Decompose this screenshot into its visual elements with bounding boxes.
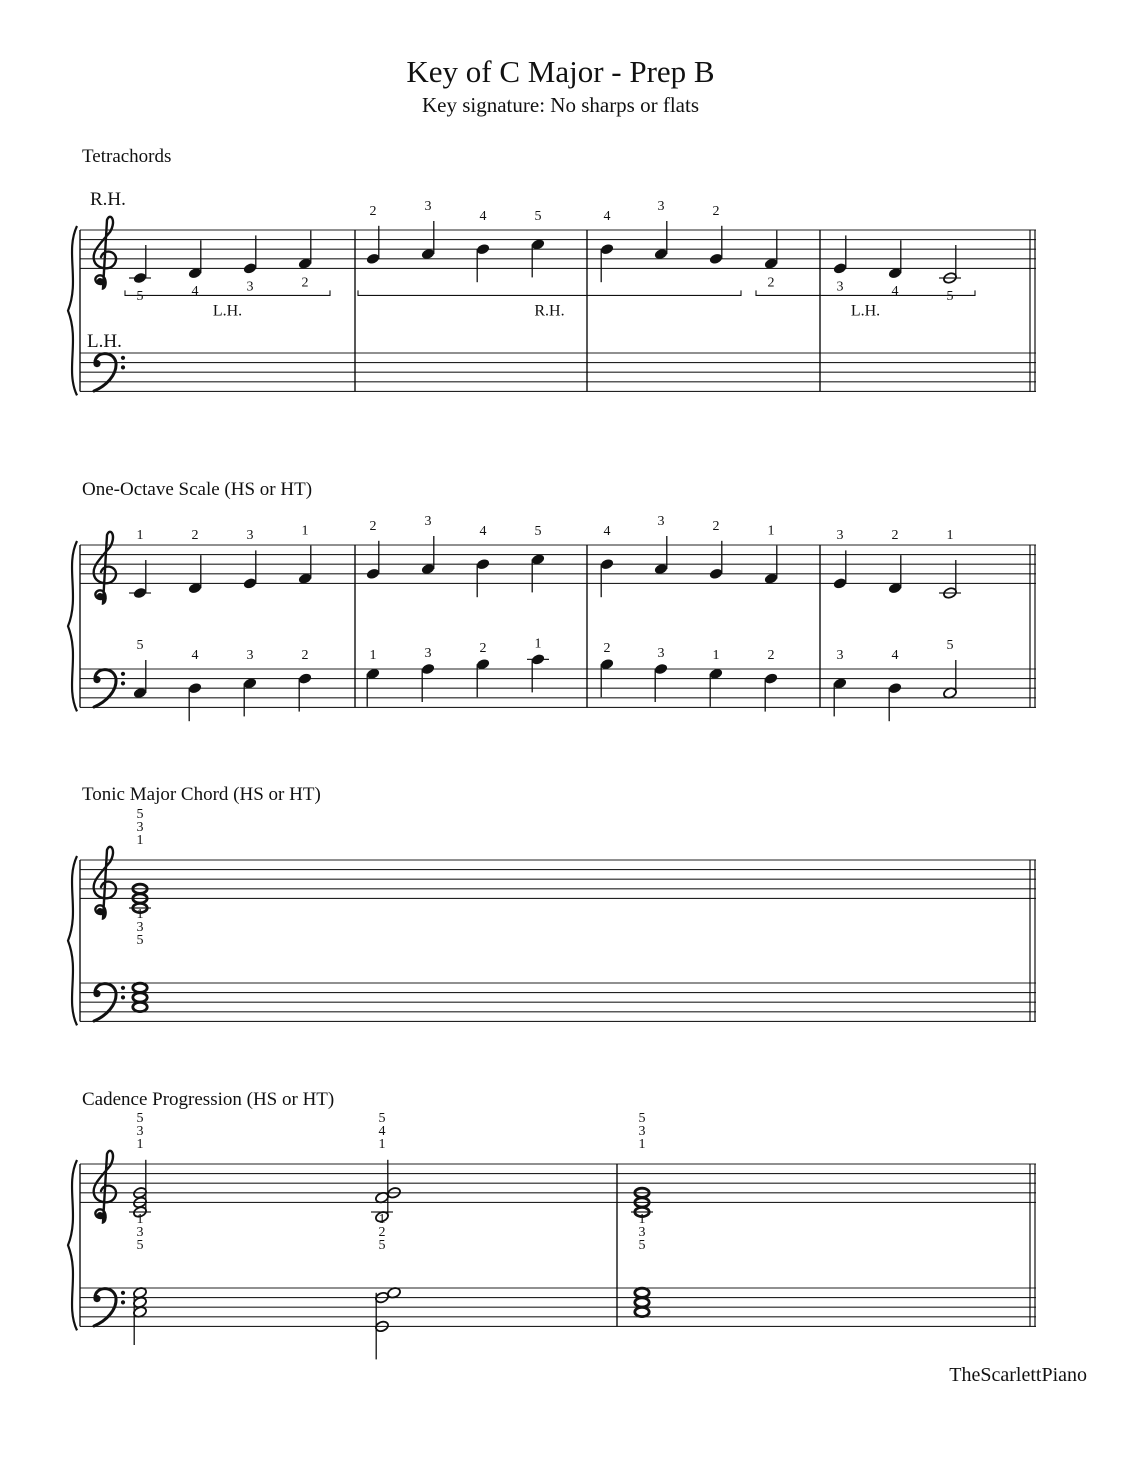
chord-finger-number: 3 xyxy=(136,1124,144,1139)
finger-number: 4 xyxy=(603,524,611,539)
finger-number: 1 xyxy=(301,523,309,539)
chord-finger-number: 1 xyxy=(638,1137,646,1152)
finger-number: 2 xyxy=(712,518,720,534)
treble-clef-icon xyxy=(94,847,116,919)
treble-clef-dot xyxy=(97,1212,104,1219)
bass-clef-dot xyxy=(121,672,125,676)
bass-clef-dot xyxy=(121,1300,125,1304)
finger-number: 4 xyxy=(603,209,611,224)
finger-number: 1 xyxy=(136,528,144,543)
chord-finger-number: 2 xyxy=(378,1224,386,1240)
grand-staff-brace xyxy=(68,541,77,711)
finger-number: 3 xyxy=(836,648,844,663)
whole-notehead xyxy=(133,993,147,1002)
finger-number: 3 xyxy=(836,279,844,295)
section-label-scale: One-Octave Scale (HS or HT) xyxy=(82,479,313,500)
treble-clef-icon xyxy=(94,532,116,604)
chord-finger-number: 3 xyxy=(638,1124,646,1139)
finger-number: 4 xyxy=(479,524,487,539)
finger-number: 1 xyxy=(946,528,954,543)
treble-clef-icon xyxy=(94,217,116,289)
finger-number: 2 xyxy=(301,275,309,291)
hand-bracket xyxy=(125,290,330,295)
finger-number: 2 xyxy=(712,203,720,219)
whole-notehead xyxy=(133,1002,147,1011)
finger-number: 2 xyxy=(191,528,199,543)
grand-staff-brace xyxy=(68,856,77,1025)
bass-clef-dot xyxy=(121,986,125,990)
chord-finger-number: 3 xyxy=(136,1224,144,1240)
bracket-hand-label: R.H. xyxy=(534,302,565,320)
treble-clef-dot xyxy=(97,278,104,285)
finger-number: 1 xyxy=(369,648,377,663)
finger-number: 2 xyxy=(369,203,377,219)
finger-number: 2 xyxy=(301,648,309,663)
finger-number: 2 xyxy=(603,641,611,657)
chord-finger-number: 1 xyxy=(136,906,144,922)
finger-number: 3 xyxy=(246,528,254,543)
section-label-tetrachords: Tetrachords xyxy=(82,146,172,167)
chord-finger-number: 5 xyxy=(638,1237,646,1253)
chord-finger-number: 5 xyxy=(378,1237,386,1253)
bass-clef-dot xyxy=(121,1291,125,1295)
whole-notehead xyxy=(133,983,147,992)
finger-number: 4 xyxy=(191,284,199,300)
whole-notehead xyxy=(635,1307,649,1316)
hand-bracket xyxy=(358,290,741,295)
bracket-hand-label: L.H. xyxy=(850,302,881,320)
treble-clef-stroke xyxy=(94,217,116,289)
chord-finger-number: 3 xyxy=(136,919,144,935)
finger-number: 5 xyxy=(136,289,144,304)
treble-clef-icon xyxy=(94,1151,116,1223)
hand-bracket xyxy=(756,290,975,295)
finger-number: 3 xyxy=(657,646,665,661)
treble-clef-dot xyxy=(97,908,104,915)
chord-finger-number: 3 xyxy=(136,820,144,835)
section-label-cadence: Cadence Progression (HS or HT) xyxy=(82,1089,335,1110)
chord-finger-number: 1 xyxy=(378,1137,386,1152)
finger-number: 3 xyxy=(424,646,432,661)
chord-finger-number: 1 xyxy=(638,1211,646,1227)
whole-notehead xyxy=(635,1288,649,1297)
finger-number: 2 xyxy=(767,275,775,291)
finger-number: 4 xyxy=(479,209,487,224)
grand-staff-brace xyxy=(68,1160,77,1330)
finger-number: 2 xyxy=(479,641,487,657)
credit-text: TheScarlettPiano xyxy=(949,1364,1087,1386)
finger-number: 3 xyxy=(424,199,432,214)
finger-number: 2 xyxy=(891,528,899,543)
chord-finger-number: 5 xyxy=(136,932,144,948)
treble-clef-stroke xyxy=(94,532,116,604)
finger-number: 3 xyxy=(657,199,665,214)
finger-number: 5 xyxy=(946,289,954,304)
grand-staff-brace xyxy=(68,226,77,395)
left-hand-label: L.H. xyxy=(87,331,122,352)
page-subtitle: Key signature: No sharps or flats xyxy=(421,93,700,117)
treble-clef-dot xyxy=(97,593,104,600)
finger-number: 1 xyxy=(534,636,542,652)
finger-number: 3 xyxy=(246,279,254,295)
finger-number: 3 xyxy=(657,514,665,529)
finger-number: 3 xyxy=(836,528,844,543)
finger-number: 4 xyxy=(891,648,899,663)
chord-finger-number: 1 xyxy=(378,1211,386,1227)
finger-number: 3 xyxy=(246,648,254,663)
finger-number: 5 xyxy=(534,524,542,539)
chord-finger-number: 3 xyxy=(638,1224,646,1240)
treble-clef-stroke xyxy=(94,1151,116,1223)
whole-notehead xyxy=(635,1298,649,1307)
chord-finger-number: 4 xyxy=(378,1124,386,1139)
chord-finger-number: 5 xyxy=(378,1111,386,1126)
section-label-tonic-chord: Tonic Major Chord (HS or HT) xyxy=(82,784,321,805)
finger-number: 2 xyxy=(369,518,377,534)
chord-finger-number: 5 xyxy=(136,1111,144,1126)
right-hand-label: R.H. xyxy=(90,189,126,210)
page-title: Key of C Major - Prep B xyxy=(406,54,715,89)
finger-number: 5 xyxy=(534,209,542,224)
finger-number: 4 xyxy=(191,648,199,663)
bass-clef-dot xyxy=(121,356,125,360)
chord-finger-number: 5 xyxy=(136,1237,144,1253)
finger-number: 1 xyxy=(767,523,775,539)
bass-clef-dot xyxy=(121,365,125,369)
chord-finger-number: 1 xyxy=(136,1211,144,1227)
finger-number: 2 xyxy=(767,648,775,663)
chord-finger-number: 5 xyxy=(136,807,144,822)
chord-finger-number: 1 xyxy=(136,1137,144,1152)
chord-finger-number: 5 xyxy=(638,1111,646,1126)
bracket-hand-label: L.H. xyxy=(212,302,243,320)
finger-number: 5 xyxy=(946,638,954,653)
finger-number: 1 xyxy=(712,648,720,663)
bass-clef-dot xyxy=(121,681,125,685)
finger-number: 3 xyxy=(424,514,432,529)
treble-clef-stroke xyxy=(94,847,116,919)
finger-number: 4 xyxy=(891,284,899,300)
chord-finger-number: 1 xyxy=(136,833,144,848)
finger-number: 5 xyxy=(136,638,144,653)
bass-clef-dot xyxy=(121,995,125,999)
